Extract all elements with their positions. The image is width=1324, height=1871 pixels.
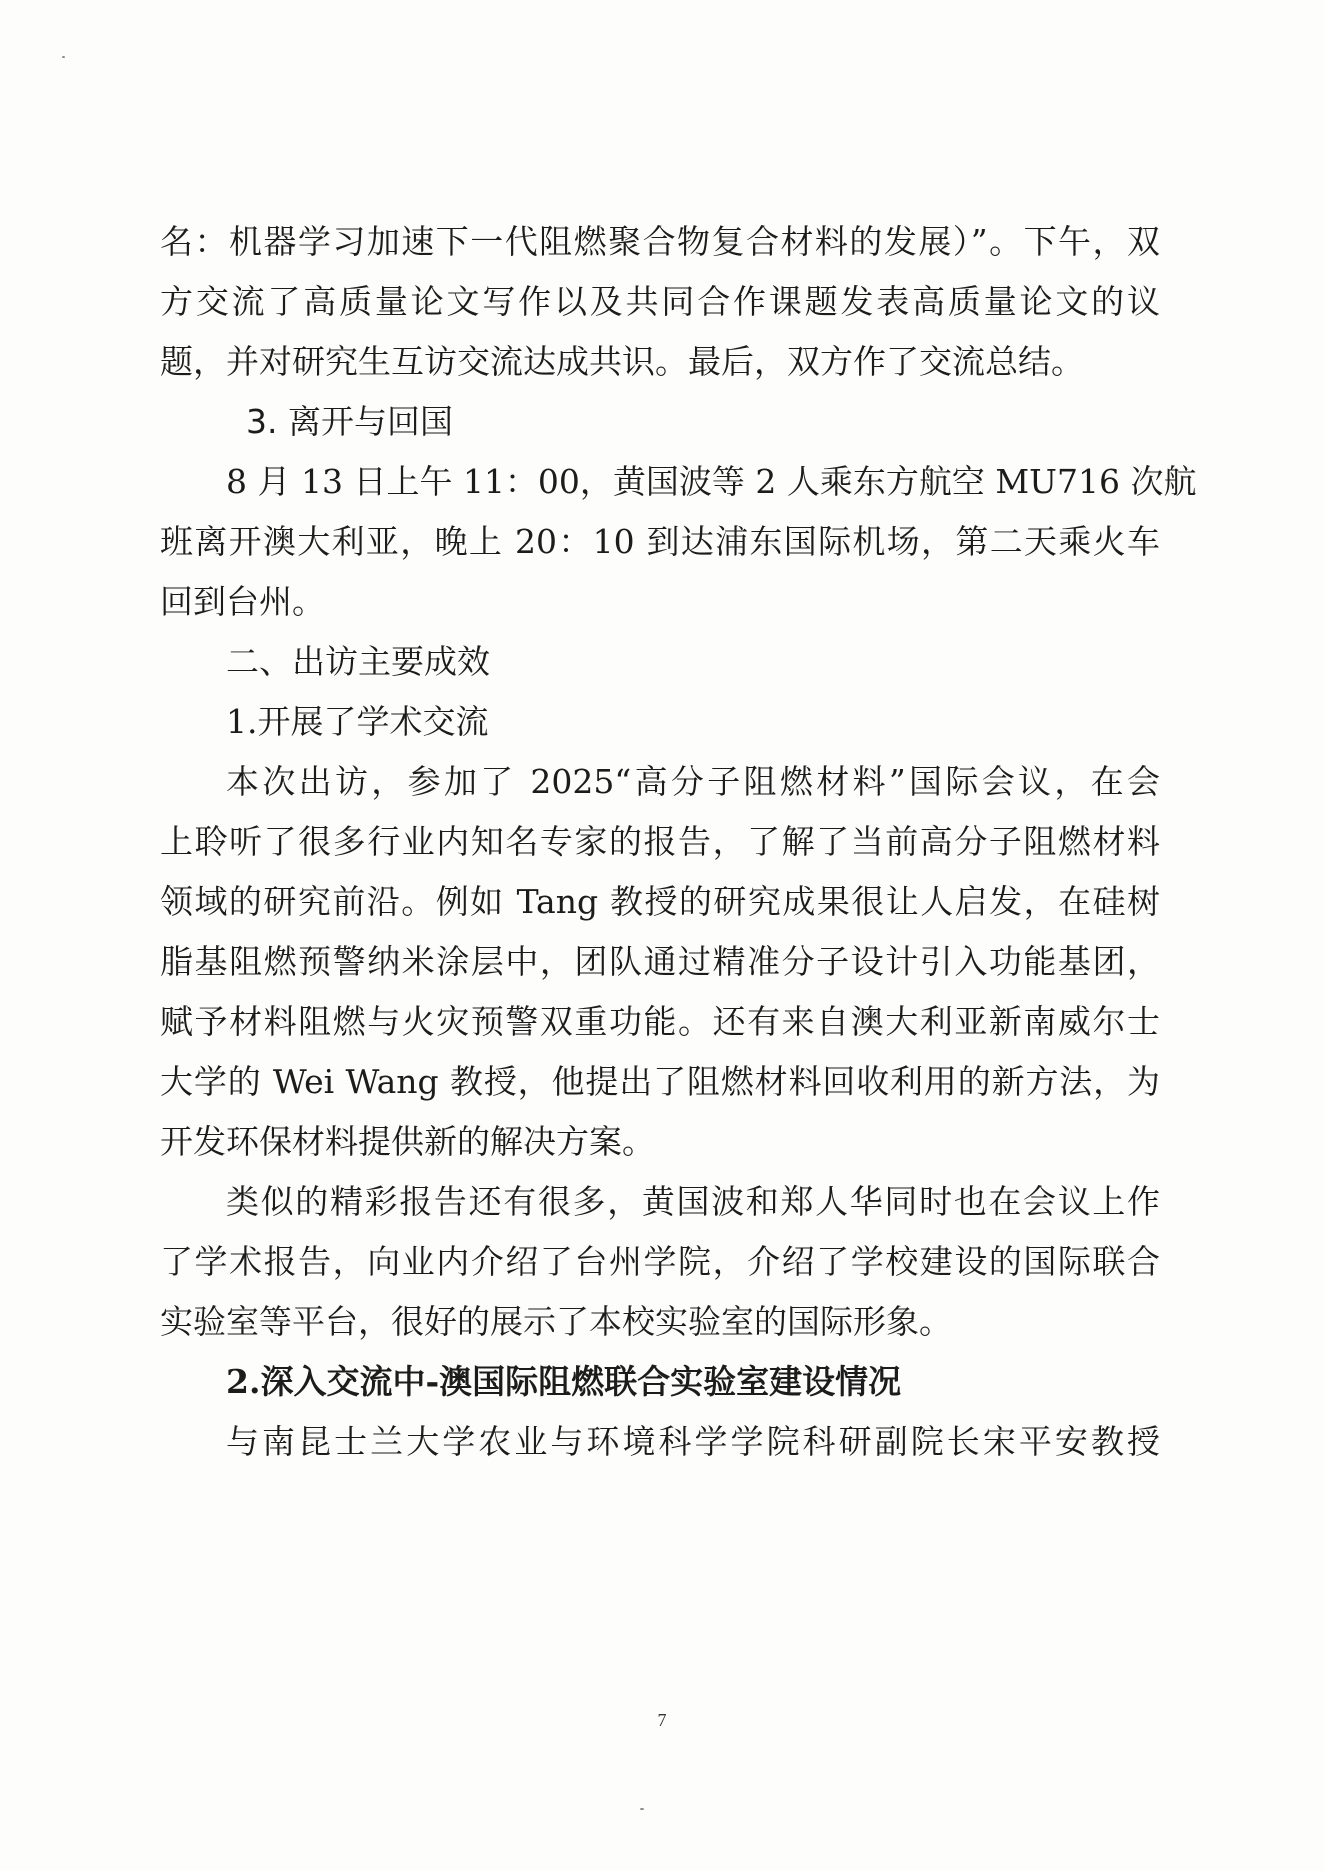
paragraph-line: 8 月 13 日上午 11：00，黄国波等 2 人乘东方航空 MU716 次航 <box>226 462 1197 501</box>
paragraph-line: 脂基阻燃预警纳米涂层中，团队通过精准分子设计引入功能基团， <box>160 942 1160 981</box>
paragraph-line: 班离开澳大利亚，晚上 20：10 到达浦东国际机场，第二天乘火车 <box>160 522 1160 561</box>
paragraph-line: 实验室等平台，很好的展示了本校实验室的国际形象。 <box>160 1302 952 1341</box>
paragraph-line: 回到台州。 <box>160 582 325 621</box>
paragraph-line: 上聆听了很多行业内知名专家的报告，了解了当前高分子阻燃材料 <box>160 822 1160 861</box>
paragraph-line: 类似的精彩报告还有很多，黄国波和郑人华同时也在会议上作 <box>226 1182 1160 1221</box>
paragraph-line: 领域的研究前沿。例如 Tang 教授的研究成果很让人启发，在硅树 <box>160 882 1160 921</box>
section-heading-return: 3. 离开与回国 <box>246 402 453 441</box>
chapter-heading-results: 二、出访主要成效 <box>226 642 490 681</box>
paragraph-line: 题，并对研究生互访交流达成共识。最后，双方作了交流总结。 <box>160 342 1084 381</box>
page-number: 7 <box>657 1710 667 1730</box>
paragraph-line: 了学术报告，向业内介绍了台州学院，介绍了学校建设的国际联合 <box>160 1242 1160 1281</box>
section-heading-academic: 1.开展了学术交流 <box>226 702 489 741</box>
paragraph-line: 赋予材料阻燃与火灾预警双重功能。还有来自澳大利亚新南威尔士 <box>160 1002 1160 1041</box>
scan-speck <box>640 1808 644 1810</box>
section-heading-lab: 2.深入交流中-澳国际阻燃联合实验室建设情况 <box>226 1362 902 1401</box>
paragraph-line: 大学的 Wei Wang 教授，他提出了阻燃材料回收利用的新方法，为 <box>160 1062 1160 1101</box>
paragraph-line: 方交流了高质量论文写作以及共同合作课题发表高质量论文的议 <box>160 282 1160 321</box>
scan-speck <box>62 56 65 58</box>
paragraph-line: 开发环保材料提供新的解决方案。 <box>160 1122 655 1161</box>
report-body <box>160 212 1197 1472</box>
paragraph-line: 与南昆士兰大学农业与环境科学学院科研副院长宋平安教授 <box>226 1422 1160 1461</box>
paragraph-line: 本次出访，参加了 2025“高分子阻燃材料”国际会议，在会 <box>226 762 1160 801</box>
paragraph-line: 名：机器学习加速下一代阻燃聚合物复合材料的发展）”。下午，双 <box>160 222 1160 261</box>
